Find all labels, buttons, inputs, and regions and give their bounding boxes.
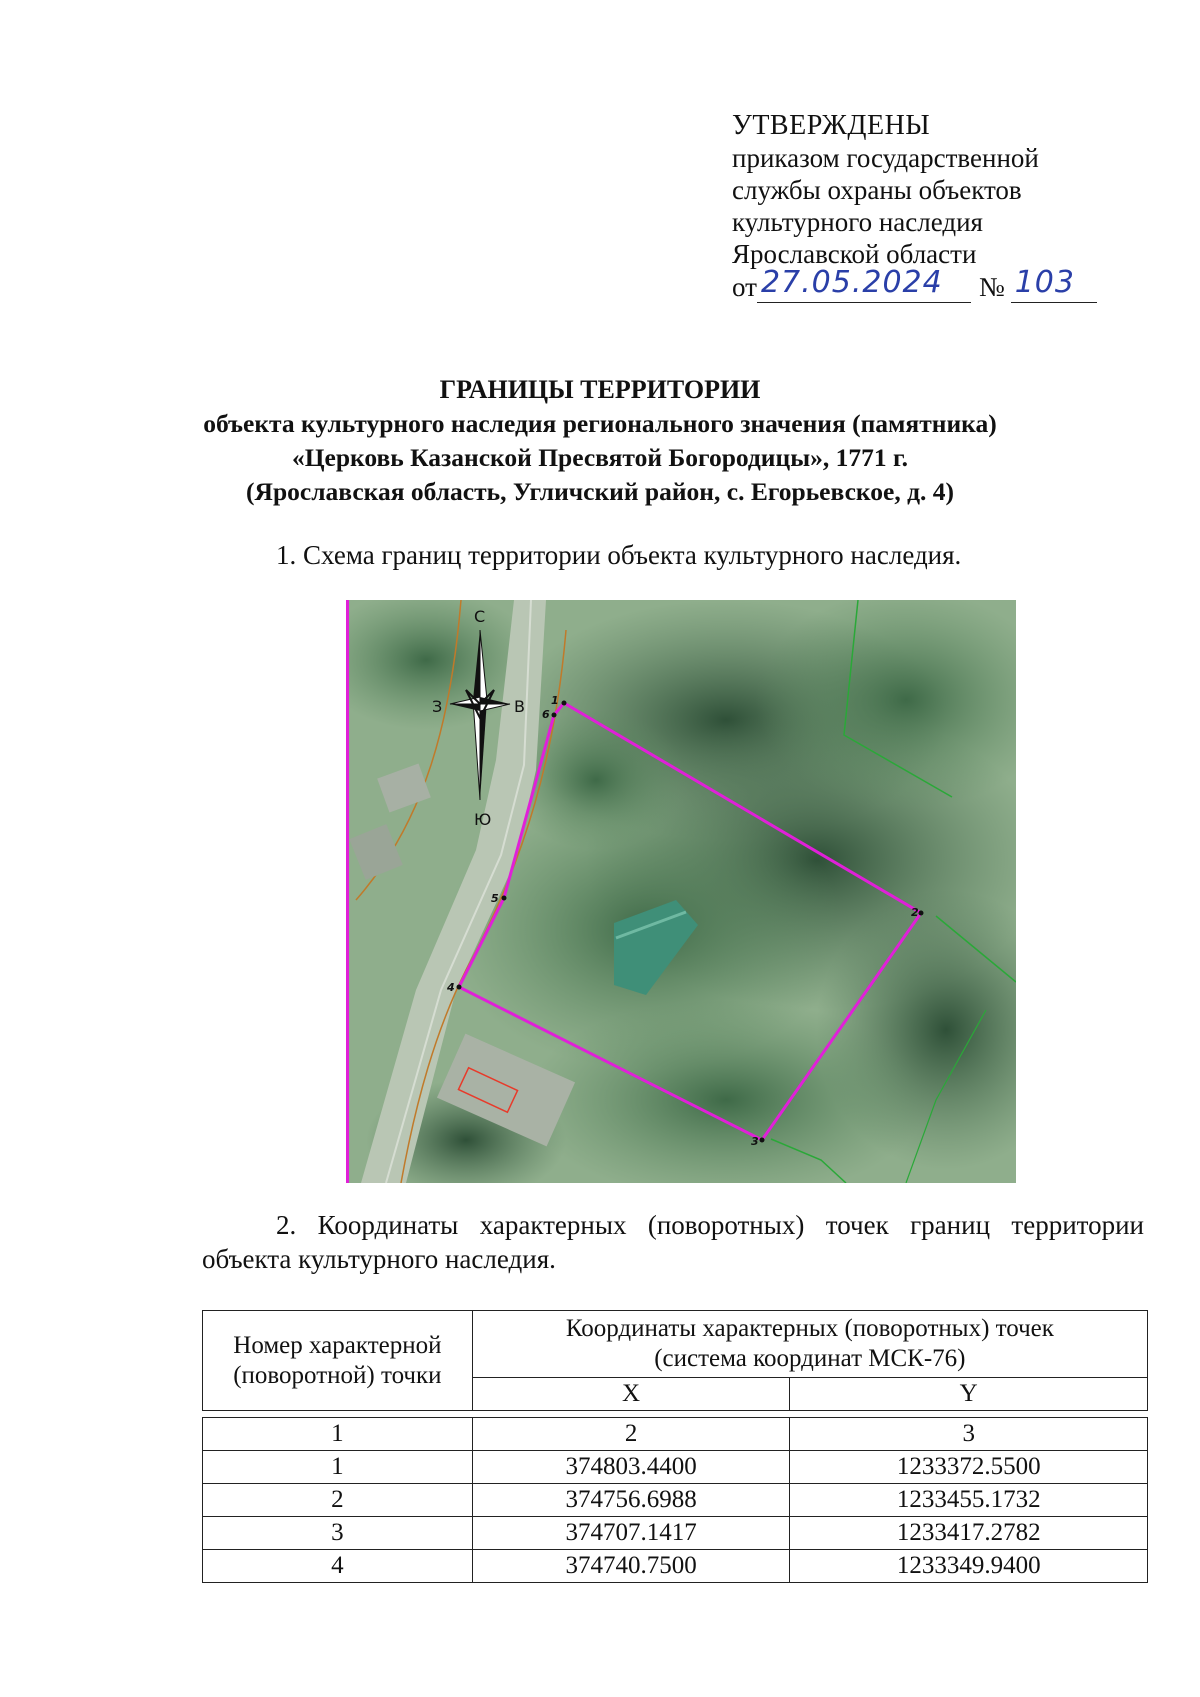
compass-east: В (514, 697, 525, 716)
approval-line: приказом государственной (732, 143, 1039, 173)
document-title (100, 373, 1100, 509)
table-cell: 1 (203, 1451, 473, 1484)
from-prefix: от (732, 272, 757, 302)
compass-west: З (432, 697, 443, 716)
table-cell: 1233417.2782 (790, 1517, 1148, 1550)
table-cell: 3 (790, 1418, 1148, 1451)
title-line: объекта культурного наследия регионального значения (памятника) (203, 409, 997, 438)
table-cell: 1233349.9400 (790, 1550, 1148, 1583)
compass-north: С (474, 607, 486, 626)
col-header-point-number: Номер характерной (поворотной) точки (203, 1311, 473, 1411)
table-cell: 374707.1417 (472, 1517, 790, 1550)
col-header-y: Y (790, 1378, 1148, 1411)
col-header-x: X (472, 1378, 790, 1411)
table-row (203, 1451, 1148, 1484)
map-canvas (346, 600, 1016, 1183)
compass-south: Ю (474, 810, 492, 829)
title-main: ГРАНИЦЫ ТЕРРИТОРИИ (439, 375, 761, 404)
point-label: 5 (491, 892, 499, 905)
table-cell: 374740.7500 (472, 1550, 790, 1583)
table-row (203, 1484, 1148, 1517)
table-cell: 1233372.5500 (790, 1451, 1148, 1484)
approval-line: культурного наследия (732, 207, 983, 237)
title-line: «Церковь Казанской Пресвятой Богородицы», 1771 г. (291, 443, 909, 472)
handwritten-number: 103 (1014, 265, 1075, 300)
table-cell: 1 (203, 1418, 473, 1451)
table-cell: 1233455.1732 (790, 1484, 1148, 1517)
point-label: 1 (551, 694, 559, 707)
date-line (757, 265, 971, 303)
approval-signature-row (732, 265, 1112, 303)
title-line: (Ярославская область, Угличский район, с. Егорьевское, д. 4) (246, 477, 954, 506)
table-cell: 4 (203, 1550, 473, 1583)
handwritten-date: 27.05.2024 (760, 265, 943, 300)
coordinates-table (202, 1310, 1148, 1583)
point-label: 2 (911, 906, 919, 919)
section-2-heading (202, 1208, 1144, 1276)
section-1-heading: 1. Схема границ территории объекта культурного наследия. (276, 540, 962, 570)
table-cell: 374803.4400 (472, 1451, 790, 1484)
point-label: 4 (447, 981, 455, 994)
point-label: 3 (751, 1135, 759, 1148)
table-cell: 2 (203, 1484, 473, 1517)
number-line (1011, 265, 1097, 303)
territory-map (346, 600, 1016, 1183)
approval-title: УТВЕРЖДЕНЫ (732, 110, 931, 141)
table-row (203, 1517, 1148, 1550)
table-cell: 3 (203, 1517, 473, 1550)
coords-header-line: (система координат МСК-76) (654, 1345, 966, 1372)
approval-block (732, 110, 1112, 303)
table-row (203, 1550, 1148, 1583)
point-label: 6 (542, 708, 550, 721)
coords-header-line: Координаты характерных (поворотных) точек (565, 1315, 1054, 1342)
section-2-line: 2. Координаты характерных (поворотных) точек границ территории (276, 1210, 1144, 1240)
approval-line: службы охраны объектов (732, 175, 1022, 205)
map-border (346, 600, 349, 1183)
approval-line: Ярославской области (732, 239, 977, 269)
section-2-line: объекта культурного наследия. (202, 1244, 556, 1274)
col-header-coordinates (472, 1311, 1147, 1378)
table-numbering-row (203, 1418, 1148, 1451)
number-prefix: № (978, 272, 1005, 302)
table-cell: 2 (472, 1418, 790, 1451)
table-cell: 374756.6988 (472, 1484, 790, 1517)
